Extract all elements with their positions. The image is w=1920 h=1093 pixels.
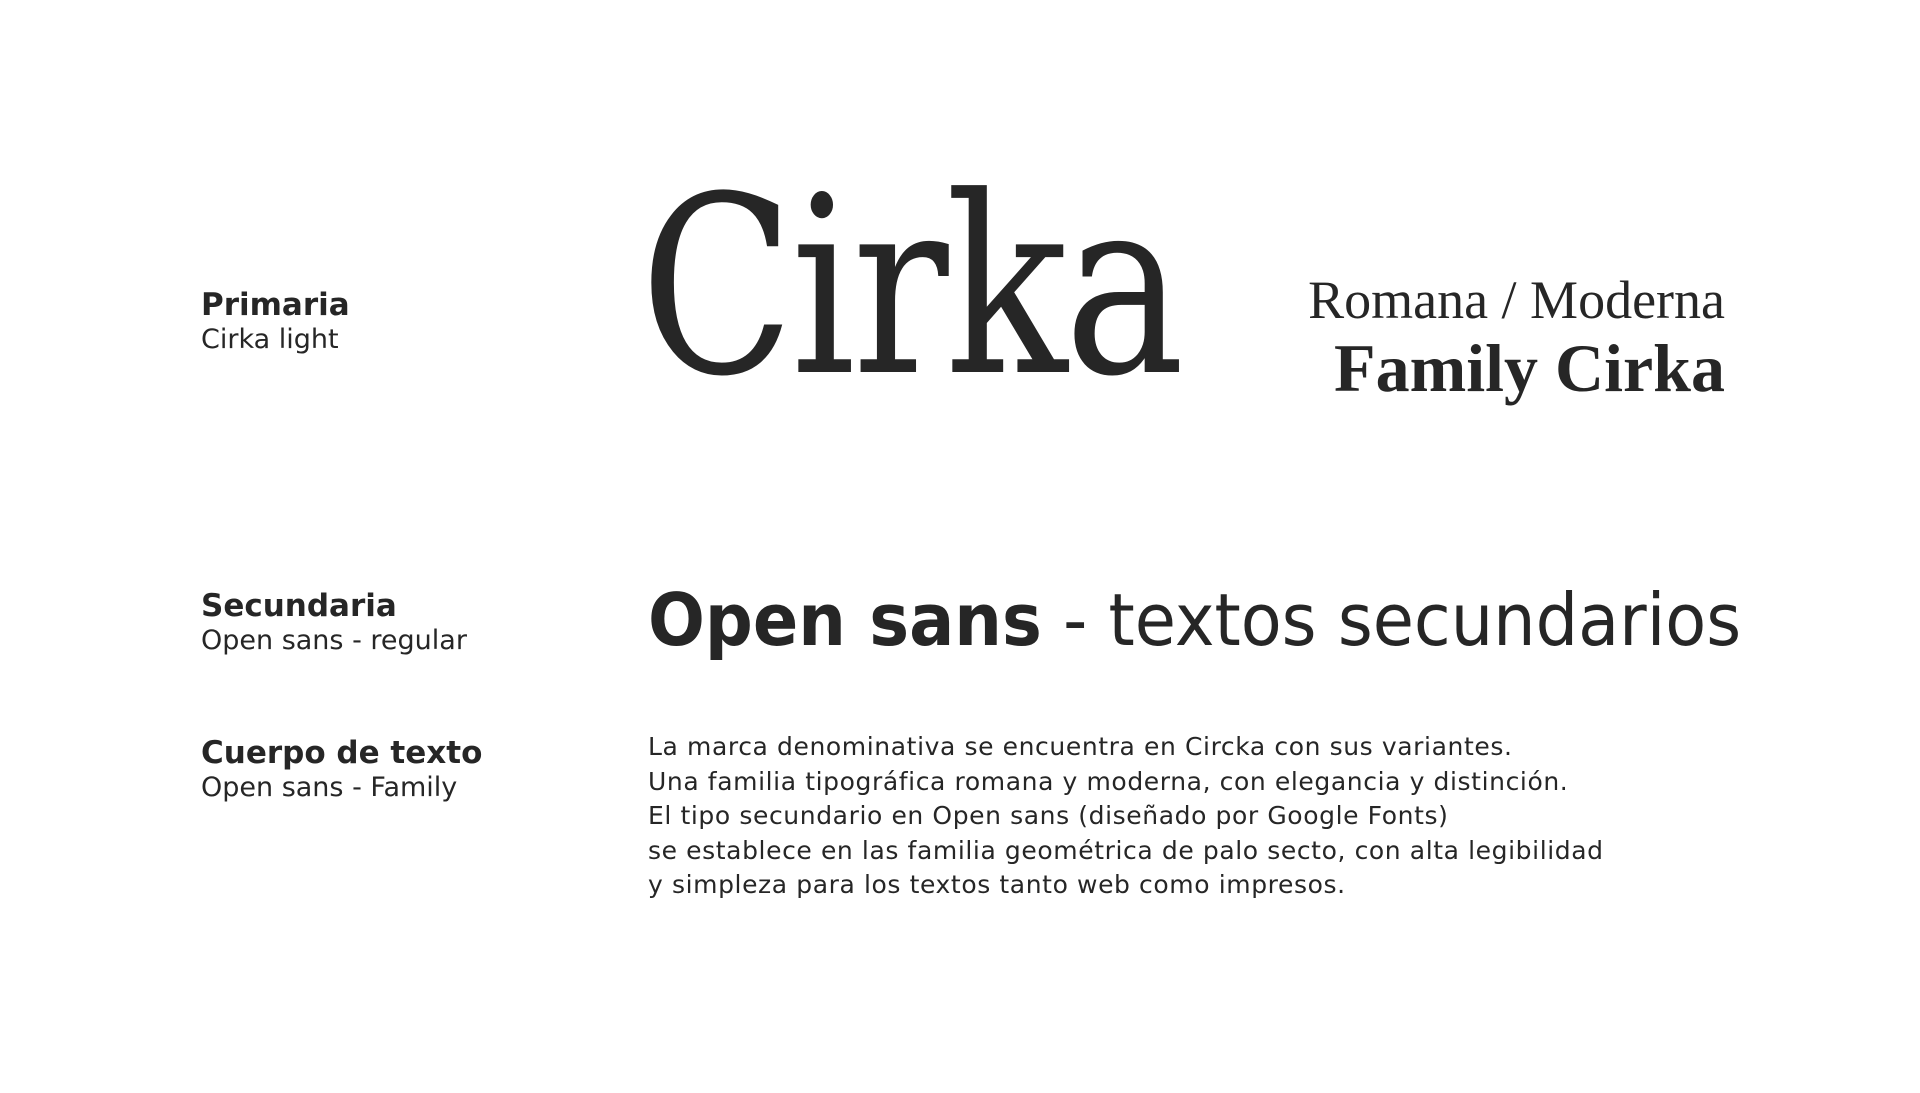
secondary-font-name: Open sans - regular [201, 625, 467, 656]
cirka-family-label: Family Cirka [1334, 330, 1725, 406]
body-text-paragraph [648, 730, 1604, 903]
body-typeface-label [201, 735, 482, 805]
open-sans-specimen [648, 578, 1741, 662]
body-text-line: se establece en las familia geométrica de palo secto, con alta legibilidad [648, 835, 1604, 865]
body-font-name: Open sans - Family [201, 772, 458, 803]
body-text-line: El tipo secundario en Open sans (diseñado por Google Fonts) [648, 801, 1449, 830]
primary-typeface-label [201, 287, 350, 357]
open-sans-description: - textos secundarios [1041, 578, 1742, 662]
body-text-line: y simpleza para los textos tanto web como impresos. [648, 870, 1346, 899]
primary-title: Primaria [201, 287, 350, 323]
open-sans-name: Open sans [648, 578, 1042, 662]
cirka-style-label: Romana / Moderna [1308, 270, 1725, 330]
cirka-specimen: Cirka [640, 145, 1182, 431]
secondary-typeface-label [201, 588, 467, 658]
secondary-title: Secundaria [201, 588, 397, 624]
primary-font-name: Cirka light [201, 324, 339, 355]
body-title: Cuerpo de texto [201, 735, 483, 771]
cirka-description [1308, 270, 1725, 406]
body-text-line: Una familia tipográfica romana y moderna, con elegancia y distinción. [648, 766, 1569, 796]
body-text-line: La marca denominativa se encuentra en Circka con sus variantes. [648, 732, 1513, 761]
